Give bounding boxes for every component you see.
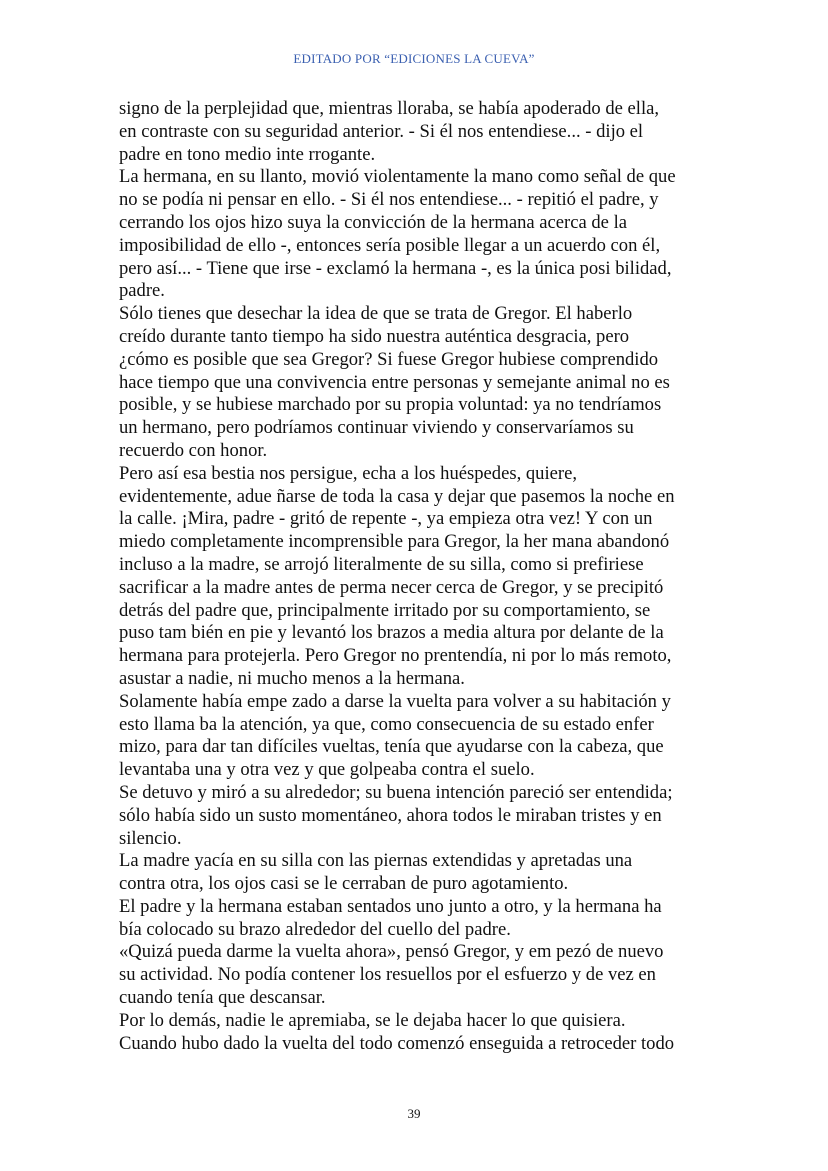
text-line: en contraste con su seguridad anterior. - Si él nos entendiese... - dijo el [119, 120, 644, 142]
text-line: levantaba una y otra vez y que golpeaba contra el suelo. [119, 759, 535, 781]
text-line: Sólo tienes que desechar la idea de que se trata de Gregor. El haberlo [119, 303, 633, 325]
text-line: asustar a nadie, ni mucho menos a la hermana. [119, 667, 465, 689]
text-line: cuando tenía que descansar. [119, 987, 326, 1009]
text-line: cerrando los ojos hizo suya la convicción de la hermana acerca de la [119, 211, 627, 233]
text-line: un hermano, pero podríamos continuar viviendo y conservaríamos su [119, 417, 634, 439]
text-line: esto llama ba la atención, ya que, como consecuencia de su estado enfer [119, 713, 654, 735]
text-line: La madre yacía en su silla con las piernas extendidas y apretadas una [119, 850, 633, 872]
text-line: miedo completamente incomprensible para Gregor, la her mana abandonó [119, 531, 670, 553]
text-line: sacrificar a la madre antes de perma necer cerca de Gregor, y se precipitó [119, 576, 664, 598]
text-line: ¿cómo es posible que sea Gregor? Si fuese Gregor hubiese comprendido [119, 348, 659, 370]
text-line: La hermana, en su llanto, movió violentamente la mano como señal de que [119, 166, 676, 188]
text-line: pero así... - Tiene que irse - exclamó la hermana -, es la única posi bilidad, [119, 257, 672, 279]
text-line: creído durante tanto tiempo ha sido nuestra auténtica desgracia, pero [119, 325, 630, 347]
text-line: silencio. [119, 827, 182, 849]
text-line: signo de la perplejidad que, mientras lloraba, se había apoderado de ella, [119, 98, 660, 119]
text-line: puso tam bién en pie y levantó los brazos a media altura por delante de la [119, 622, 664, 644]
body-text [119, 98, 719, 1055]
text-line: hace tiempo que una convivencia entre personas y semejante animal no es [119, 371, 670, 393]
text-line: Pero así esa bestia nos persigue, echa a los huéspedes, quiere, [119, 462, 577, 484]
text-line: padre. [119, 280, 165, 302]
text-line: sólo había sido un susto momentáneo, ahora todos le miraban tristes y en [119, 804, 662, 826]
page-number: 39 [407, 1106, 421, 1121]
text-line: padre en tono medio inte rrogante. [119, 143, 376, 165]
text-line: no se podía ni pensar en ello. - Si él nos entendiese... - repitió el padre, y [119, 189, 659, 211]
text-line: bía colocado su brazo alrededor del cuello del padre. [119, 918, 511, 940]
text-line: Cuando hubo dado la vuelta del todo comenzó enseguida a retroceder todo [119, 1032, 675, 1054]
text-line: su actividad. No podía contener los resuellos por el esfuerzo y de vez en [119, 964, 656, 986]
text-line: posible, y se hubiese marchado por su propia voluntad: ya no tendríamos [119, 394, 662, 416]
text-line: recuerdo con honor. [119, 439, 268, 461]
text-line: imposibilidad de ello -, entonces sería posible llegar a un acuerdo con él, [119, 234, 661, 256]
text-line: Solamente había empe zado a darse la vuelta para volver a su habitación y [119, 690, 671, 712]
text-line: incluso a la madre, se arrojó literalmente de su silla, como si prefiriese [119, 553, 644, 575]
text-line: la calle. ¡Mira, padre - gritó de repente -, ya empieza otra vez! Y con un [119, 508, 653, 530]
text-line: «Quizá pueda darme la vuelta ahora», pensó Gregor, y em pezó de nuevo [119, 941, 664, 963]
text-line: evidentemente, adue ñarse de toda la casa y dejar que pasemos la noche en [119, 485, 675, 507]
text-line: hermana para protejerla. Pero Gregor no prentendía, ni por lo más remoto, [119, 645, 672, 667]
text-line: contra otra, los ojos casi se le cerraban de puro agotamiento. [119, 873, 569, 895]
running-header: EDITADO POR “EDICIONES LA CUEVA” [293, 51, 535, 66]
text-line: El padre y la hermana estaban sentados uno junto a otro, y la hermana ha [119, 895, 662, 917]
text-line: Por lo demás, nadie le apremiaba, se le dejaba hacer lo que quisiera. [119, 1009, 626, 1031]
text-line: detrás del padre que, principalmente irritado por su comportamiento, se [119, 599, 651, 621]
text-line: Se detuvo y miró a su alrededor; su buena intención pareció ser entendida; [119, 781, 673, 803]
text-line: mizo, para dar tan difíciles vueltas, tenía que ayudarse con la cabeza, que [119, 736, 664, 758]
